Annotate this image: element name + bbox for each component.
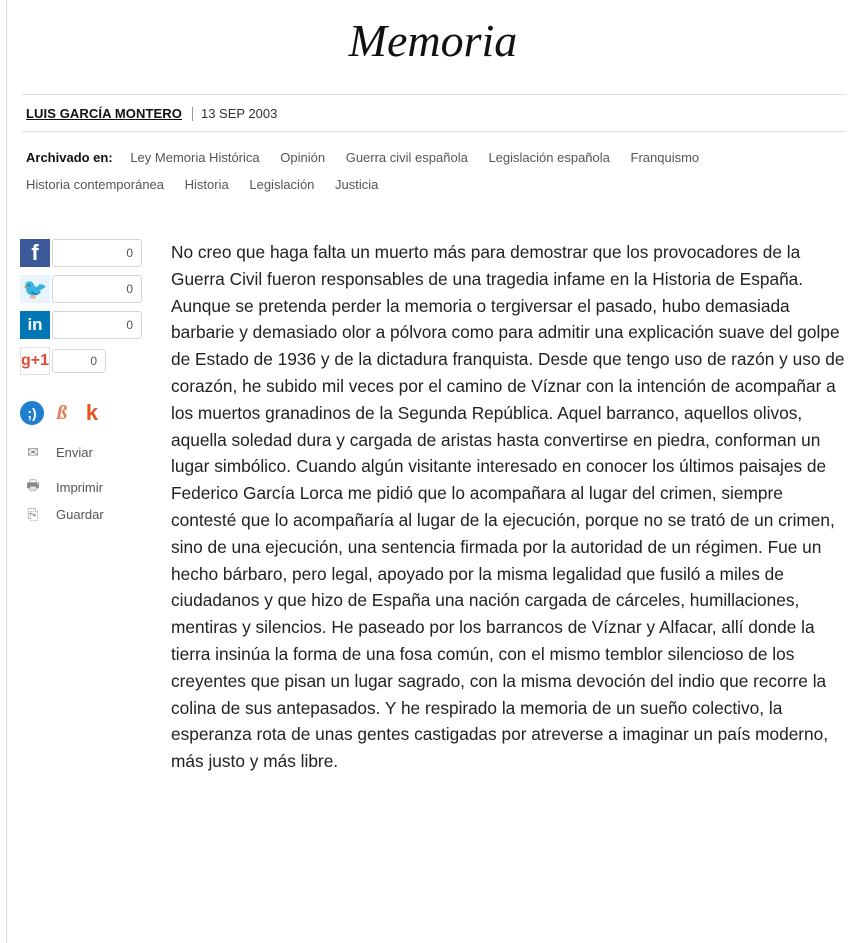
tag-link[interactable]: Ley Memoria Histórica <box>130 150 260 165</box>
article-title: Memoria <box>348 15 518 66</box>
linkedin-icon[interactable]: in <box>20 311 50 339</box>
send-action[interactable] <box>24 444 93 461</box>
archived-tags <box>26 144 856 198</box>
publish-date: 13 SEP 2003 <box>200 106 278 121</box>
twitter-share <box>20 275 142 303</box>
divider <box>22 131 846 132</box>
eskup-icon[interactable]: ß <box>57 401 67 424</box>
send-label: Enviar <box>56 445 93 460</box>
kiosko-icon[interactable]: k <box>85 400 99 425</box>
author-link[interactable]: LUIS GARCÍA MONTERO <box>26 106 182 121</box>
meneame-icon[interactable]: ;) <box>20 401 44 425</box>
tag-link[interactable]: Justicia <box>335 177 379 192</box>
tag-link[interactable]: Opinión <box>280 150 326 165</box>
byline <box>26 106 277 121</box>
article-body: No creo que haga falta un muerto más para demostrar que los provocadores de la Guerra Civil fueron responsables de una tragedia infame en la Historia de España. Aunque se pretenda perder la memoria o tergiversar el pasado, hubo demasiada barbarie y demasiado olor a pólvora como para admitir una explicación suave del golpe de Estado de 1936 y de la dictadura franquista. Desde que tengo uso de razón y uso de corazón, he subido mil veces por el camino de Víznar con la intención de acompañar a los muertos granadinos de la Segunda República. Aquel barranco, aquellos olivos, aquella soledad dura y cargada de aristas hasta convertirse en piedra, conforman un lugar simbólico. Cuando algún visitante interesado en conocer los últimos paisajes de Federico García Lorca me pidió que lo acompañara al lugar del crimen, siempre contesté que lo acompañaría al lugar de la ejecución, porque no se trató de un crimen, sino de una ejecución, una sentencia firmada por la autoridad de un régimen. Fue un hecho bárbaro, pero legal, apoyado por la misma legalidad que fusiló a miles de ciudadanos y que hizo de España una nación cargada de cárceles, humillaciones, mentiras y silencios. He paseado por los barrancos de Víznar y Alfacar, allí donde la tierra insinúa la forma de una fosa común, con el mismo temblor silencioso de los creyentes que pisan un lugar sagrado, con la misma devoción del indio que recorre la colina de sus antepasados. Y he respirado la memoria de un sueño colectivo, la esperanza rota de unas gentes castigadas por atreverse a imaginar un país moderno, más justo y más libre. <box>171 242 845 772</box>
printer-icon: 🖶 <box>26 477 40 493</box>
facebook-count: 0 <box>52 239 142 267</box>
twitter-count: 0 <box>52 275 142 303</box>
tag-link[interactable]: Guerra civil española <box>345 150 468 165</box>
page-left-border <box>6 0 7 943</box>
google-plus-count: 0 <box>52 349 106 373</box>
envelope-icon: ✉ <box>27 444 39 460</box>
tag-link[interactable]: Legislación española <box>488 150 610 165</box>
byline-separator <box>192 107 193 121</box>
tag-link[interactable]: Legislación <box>249 177 315 192</box>
facebook-icon[interactable]: f <box>20 239 50 267</box>
facebook-share <box>20 239 142 267</box>
print-action[interactable] <box>24 475 103 499</box>
divider <box>22 94 846 95</box>
tag-link[interactable]: Franquismo <box>630 150 700 165</box>
tag-link[interactable]: Historia contemporánea <box>26 177 165 192</box>
tag-link[interactable]: Historia <box>184 177 229 192</box>
archived-label: Archivado en: <box>26 150 113 165</box>
linkedin-count: 0 <box>52 311 142 339</box>
save-icon: ⎘ <box>27 506 39 522</box>
extra-share-icons <box>20 401 104 425</box>
twitter-icon[interactable]: 🐦 <box>20 275 50 303</box>
google-plus-icon[interactable]: g+1 <box>20 347 50 375</box>
save-action[interactable] <box>24 506 104 523</box>
linkedin-share <box>20 311 142 339</box>
google-plus-share <box>20 347 106 375</box>
print-label: Imprimir <box>56 479 103 495</box>
save-label: Guardar <box>56 507 104 522</box>
